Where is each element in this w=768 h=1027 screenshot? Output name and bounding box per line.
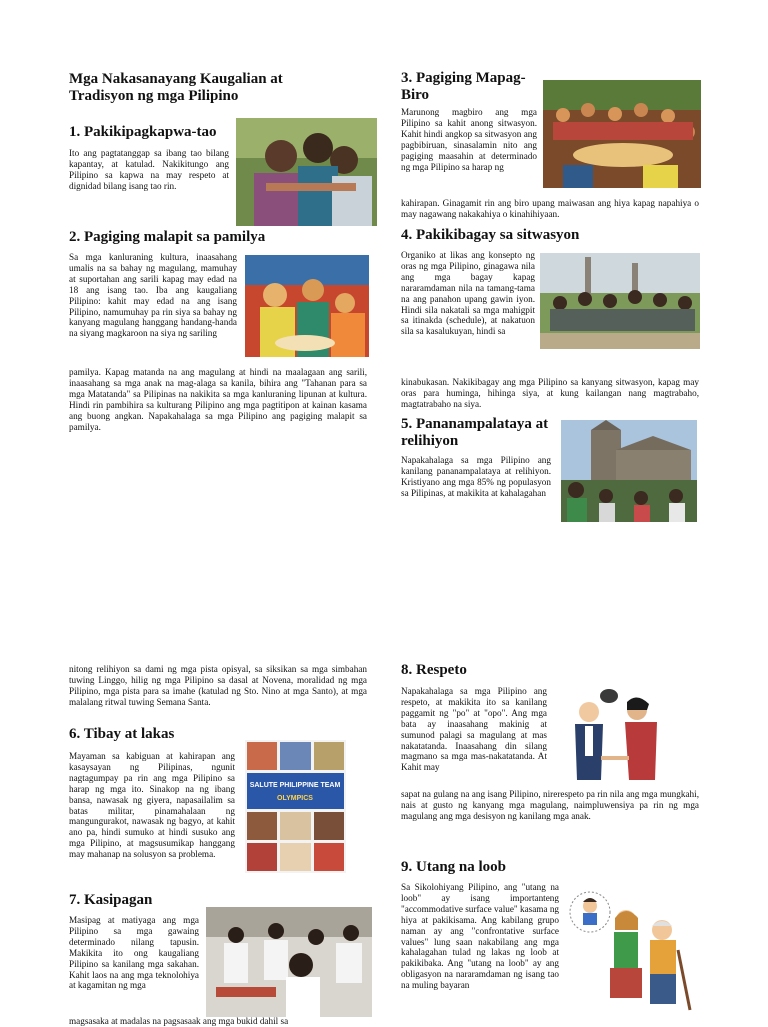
heading-pakikipagkapwa: 1. Pakikipagkapwa-tao xyxy=(69,124,217,140)
mano-greeting-illustration xyxy=(557,680,672,787)
text-utang-na-loob: Sa Sikolohiyang Pilipino, ang "utang na loob" ay isang importanteng "accommodative surface value" kasama ng hiya at pakikisama. Ang kabilang grupo naman ay ang "confrontative surface values" lung saan nakabilang ang mga kahalagahan tulad ng lakas ng loob at pakikibaka. Ang "utang na loob" ay ang obligasyon na nararamdaman ng isang tao na muling bayaran xyxy=(401,882,560,991)
church-crowd-image xyxy=(561,420,697,522)
heading-pananampalataya: 5. Pananampalataya at relihiyon xyxy=(401,416,549,449)
heading-kasipagan: 7. Kasipagan xyxy=(69,892,153,908)
group-feast-painting-image xyxy=(543,80,701,188)
text-kasipagan-cut: magsasaka at madalas na pagsasaak ang mga bukid dahil sa xyxy=(69,1016,289,1026)
text-mapag-biro-wrap: Marunong magbiro ang mga Pilipino sa kahit anong sitwasyon. Kahit hindi angkop sa sitwasyon ang pagbibiruan, sinasalamin nito ang pagiging maasahin at determinado ng mga Pilipino sa harap ng xyxy=(401,107,537,172)
text-pakikipagkapwa: Ito ang pagtatanggap sa ibang tao bilang kapantay, at katulad. Nakikitungo ang Pilipino sa kapwa na may respeto at dignidad bilang isang tao rin. xyxy=(69,148,229,191)
heading-pamilya: 2. Pagiging malapit sa pamilya xyxy=(69,229,266,245)
heading-mapag-biro: 3. Pagiging Mapag-Biro xyxy=(401,70,526,103)
text-pananampalataya: Napakahalaga sa mga Pilipino ang kanilang pananampalataya at relihiyon. Kristiyano ang mga 85% ng populasyon sa Pilipinas, at makikita at kahalagahan xyxy=(401,455,551,498)
text-mapag-biro-full: kahirapan. Ginagamit rin ang biro upang maiwasan ang hiya kapag napahiya o may nagawang nakakahiya o kinahihiyaan. xyxy=(401,198,699,219)
page-title: Mga Nakasanayang Kaugalian at Tradisyon ng mga Pilipino xyxy=(69,71,283,104)
text-respeto-wrap: Napakahalaga sa mga Pilipino ang respeto, at makikita ito sa kanilang paggamit ng "po" at "opo". Ang mga bata ay inaasahang makinig at sumunod palagi sa magulang at mas nakatatanda. Inaasahang din silang magmano sa mga mas-nakatatanda. At Kahit may xyxy=(401,686,547,773)
text-pakikibagay-full: kinabukasan. Nakikibagay ang mga Pilipino sa kanyang sitwasyon, kapag may oras para huminga, hihinga siya, at kung kailangan nang magtrabaho, magtatrabaho na siya. xyxy=(401,377,699,409)
students-classroom-image xyxy=(206,907,372,1017)
heading-respeto: 8. Respeto xyxy=(401,662,467,678)
olympics-sign-text: SALUTE PHILIPPINE TEAM xyxy=(249,782,341,789)
text-pamilya-wrap: Sa mga kanluraning kultura, inaasahang umalis na sa bahay ng magulang, mamuhay at suportahan ang sarili kapag may edad na 18 ang isang tao. Iba ang kaugaliang Pilipino: kahit may edad na ang isang Pilipino, namumuhay pa rin siya sa bahay ng kanyang magulang hanggang handang-handa na siyang magkaroon na siya ng sariling xyxy=(69,252,237,339)
text-kasipagan: Masipag at matiyaga ang mga Pilipino sa mga gawaing determinado nilang tapusin. Makikita ito ong kaugaliang Pilipino sa kanilang mga sakahan. Kahit laos na ang mga teknolohiya at kagamitan ng mga xyxy=(69,915,199,991)
children-hugging-image xyxy=(236,118,377,226)
text-relihiyon-continued: nitong relihiyon sa dami ng mga pista opisyal, sa siksikan sa mga simbahan tuwing Linggo, hilig ng mga Pilipino sa dasal at Novena, moralidad ng mga Pilipino, mga pista para sa imahe (katulad ng Sto. Nino at mga Santo), at mga malalang ritwal tuwing Semana Santa. xyxy=(69,664,367,707)
family-painting-image xyxy=(245,255,369,357)
heading-pakikibagay: 4. Pakikibagay sa sitwasyon xyxy=(401,227,580,243)
text-pakikibagay-wrap: Organiko at likas ang konsepto ng oras ng mga Pilipino, ginagawa nila ang mga bagay kapag nararamdaman nila na tamang-tama na ang panahon upang gawin iyon. Hindi sila nakatali sa mga mahigpit sa itinakda (schedule), at nakatuon sila sa kasalukuyan, hindi sa xyxy=(401,250,535,337)
group-sitting-outdoors-image xyxy=(540,253,700,349)
utang-na-loob-illustration xyxy=(566,880,700,1014)
olympic-athletes-collage-image xyxy=(245,740,346,873)
text-tibay: Mayaman sa kabiguan at kahirapan ang kasaysayan ng Pilipinas, ngunit nagtagumpay pa rin ang mga Pilipino sa harap ng mga ito. Sinakop na ng ibang bansa, nawasak ng giyera, napasailalim sa batas militar, pinamahalaan ng mangungurakot, nawasak ng bagyo, at kahit ano pa, hindi sumuko at hindi susuko ang mga Pilipino, at magsusumikap hanggang may mahanap na solusyon sa problema. xyxy=(69,751,235,860)
text-pamilya-full: pamilya. Kapag matanda na ang magulang at hindi na maalagaan ang sarili, inaasahang sa mga anak na mag-alaga sa kanila, bihira ang "Tahanan para sa mga Matatanda" sa Pilipinas na nakikita sa mga kanluraning lipunan at kultura. Hindi rin pambihira sa kulturang Pilipino ang mga pagtitipon at kainan kasama ang buong angkan. Napakahalaga sa mga Pilipino ang pagiging malapit sa pamilya. xyxy=(69,367,367,432)
heading-tibay: 6. Tibay at lakas xyxy=(69,726,175,742)
text-respeto-full: sapat na gulang na ang isang Pilipino, nirerespeto pa rin nila ang mga mungkahi, nais at gusto ng kanyang mga magulang, naimpluwensiya pa rin ng mga magulang ang mga desisyon ng kanilang mga anak. xyxy=(401,789,699,821)
svg-text:OLYMPICS: OLYMPICS xyxy=(277,795,313,802)
heading-utang-na-loob: 9. Utang na loob xyxy=(401,859,507,875)
